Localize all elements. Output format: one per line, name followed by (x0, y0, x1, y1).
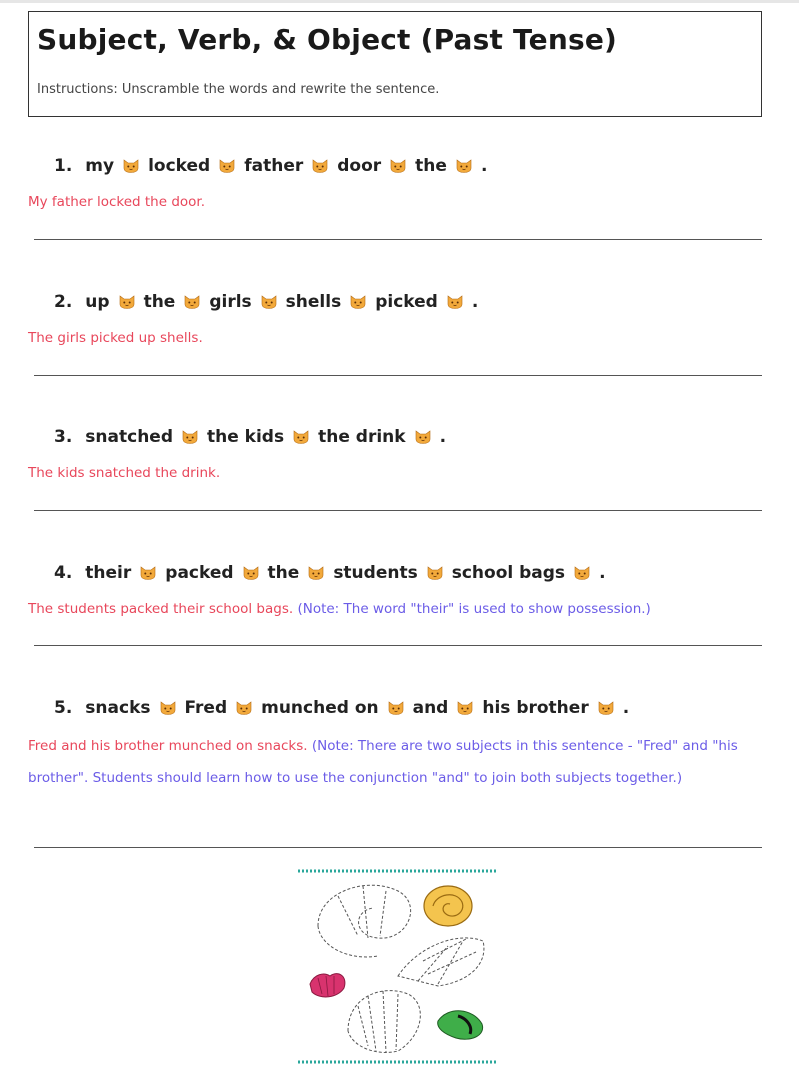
word-tile: the kids (207, 427, 285, 447)
word-tile: up (85, 292, 110, 312)
cat-face-icon (219, 159, 235, 173)
cat-face-icon (574, 566, 590, 580)
cat-face-icon (350, 295, 366, 309)
word-tile: his brother (482, 698, 589, 718)
question-number: 3. (54, 427, 73, 447)
answer-text (28, 457, 768, 489)
scrambled-sentence (54, 563, 611, 583)
sentence-end: . (480, 156, 488, 176)
sentence-end: . (471, 292, 479, 312)
word-tile: my (85, 156, 115, 176)
question-number: 4. (54, 563, 73, 583)
cat-face-icon (312, 159, 328, 173)
scrambled-sentence (54, 292, 483, 312)
instructions-text: Instructions: Unscramble the words and rewrite the sentence. (37, 82, 440, 97)
scrambled-sentence (54, 698, 634, 718)
word-tile: the (143, 292, 176, 312)
cat-face-icon (243, 566, 259, 580)
word-tile: the drink (318, 427, 406, 447)
cat-face-icon (456, 159, 472, 173)
cat-face-icon (236, 701, 252, 715)
answer-sentence: My father locked the door. (28, 194, 206, 210)
cat-face-icon (390, 159, 406, 173)
sentence-end: . (439, 427, 447, 447)
word-tile: packed (165, 563, 234, 583)
word-tile: shells (285, 292, 342, 312)
cat-face-icon (447, 295, 463, 309)
teacher-note: (Note: The word "their" is used to show possession.) (297, 601, 651, 617)
cat-face-icon (119, 295, 135, 309)
answer-sentence: Fred and his brother munched on snacks. (28, 738, 308, 754)
cat-face-icon (427, 566, 443, 580)
question-number: 2. (54, 292, 73, 312)
word-tile: munched on (261, 698, 379, 718)
answer-sentence: The students packed their school bags. (28, 601, 294, 617)
word-tile: snacks (85, 698, 151, 718)
answer-sentence: The girls picked up shells. (28, 330, 203, 346)
answer-text (28, 730, 768, 794)
scrambled-sentence (54, 427, 451, 447)
word-tile: snatched (85, 427, 173, 447)
page-title: Subject, Verb, & Object (Past Tense) (37, 23, 618, 56)
traced-fan-shell (348, 991, 420, 1053)
question-number: 1. (54, 156, 73, 176)
green-shell (438, 1011, 483, 1039)
traced-cone-shell (398, 938, 484, 986)
cat-face-icon (184, 295, 200, 309)
word-tile: school bags (451, 563, 566, 583)
word-tile: father (244, 156, 304, 176)
cat-face-icon (415, 430, 431, 444)
sentence-end: . (599, 563, 606, 583)
word-tile: girls (209, 292, 252, 312)
word-tile: picked (375, 292, 438, 312)
cat-face-icon (293, 430, 309, 444)
answer-line (34, 375, 762, 376)
word-tile: the (267, 563, 300, 583)
scrambled-sentence (54, 156, 492, 176)
traced-spiral-shell (318, 885, 411, 957)
yellow-shell (424, 886, 472, 926)
teacher-note: (Note: There are two subjects in this sentence - "Fred" and "his brother". Students should learn how to use the conjunction "and" to join both subjects together.) (28, 738, 738, 786)
answer-text (28, 593, 768, 625)
cat-face-icon (457, 701, 473, 715)
seashells-illustration (298, 866, 496, 1066)
question-number: 5. (54, 698, 73, 718)
top-rule (0, 0, 799, 3)
cat-face-icon (598, 701, 614, 715)
word-tile: their (85, 563, 132, 583)
answer-line (34, 239, 762, 240)
word-tile: the (415, 156, 447, 176)
answer-text (28, 186, 768, 218)
cat-face-icon (261, 295, 277, 309)
seashells-drawing (298, 866, 496, 1066)
title-box (28, 11, 762, 117)
answer-line (34, 510, 762, 511)
answer-line (34, 847, 762, 848)
word-tile: and (412, 698, 449, 718)
word-tile: students (333, 563, 418, 583)
pink-coral (310, 974, 345, 997)
cat-face-icon (182, 430, 198, 444)
cat-face-icon (308, 566, 324, 580)
word-tile: Fred (184, 698, 228, 718)
answer-sentence: The kids snatched the drink. (28, 465, 221, 481)
cat-face-icon (140, 566, 156, 580)
cat-face-icon (160, 701, 176, 715)
cat-face-icon (123, 159, 139, 173)
word-tile: locked (148, 156, 211, 176)
word-tile: door (337, 156, 382, 176)
cat-face-icon (388, 701, 404, 715)
answer-line (34, 645, 762, 646)
answer-text (28, 322, 768, 354)
sentence-end: . (622, 698, 630, 718)
